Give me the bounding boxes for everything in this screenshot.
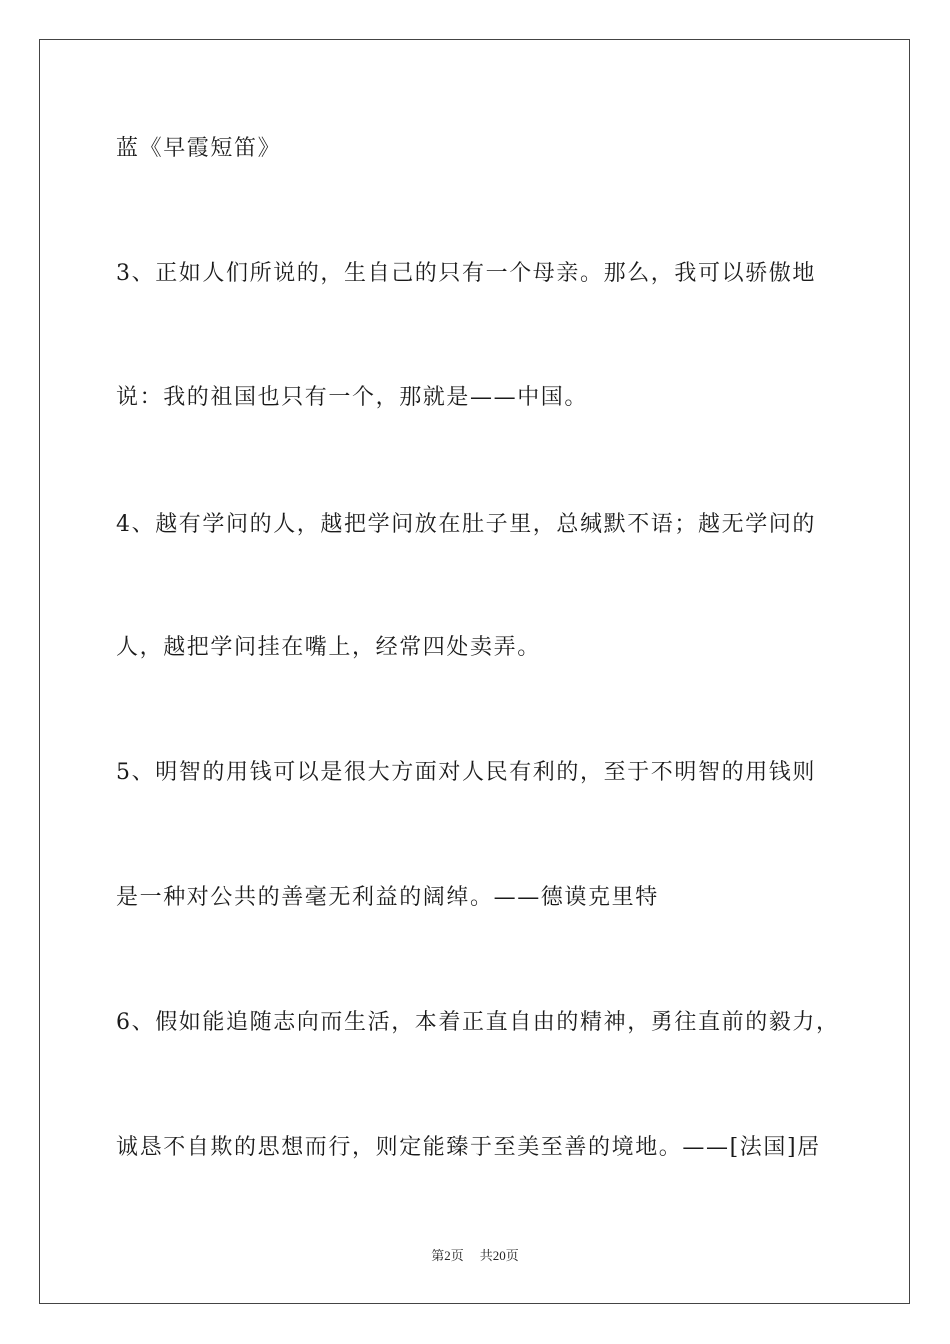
text-line-4: 4、越有学问的人，越把学问放在肚子里，总缄默不语；越无学问的: [116, 512, 816, 537]
text-line-6: 5、明智的用钱可以是很大方面对人民有利的，至于不明智的用钱则: [116, 760, 816, 785]
text-line-9: 诚恳不自欺的思想而行，则定能臻于至美至善的境地。——[法国]居: [116, 1135, 821, 1160]
page-footer: [0, 1247, 950, 1265]
text-line-3: 说：我的祖国也只有一个，那就是——中国。: [116, 385, 589, 410]
text-line-7: 是一种对公共的善毫无利益的阔绰。——德谟克里特: [116, 885, 659, 910]
text-line-5: 人，越把学问挂在嘴上，经常四处卖弄。: [116, 635, 541, 660]
page-number: 第2页: [431, 1248, 464, 1263]
page-total: 共20页: [479, 1248, 519, 1263]
text-line-2: 3、正如人们所说的，生自己的只有一个母亲。那么，我可以骄傲地: [116, 261, 816, 286]
text-line-1: 蓝《早霞短笛》: [116, 136, 282, 161]
text-line-8: 6、假如能追随志向而生活，本着正直自由的精神，勇往直前的毅力，: [116, 1010, 840, 1035]
page-border: [39, 39, 910, 1304]
